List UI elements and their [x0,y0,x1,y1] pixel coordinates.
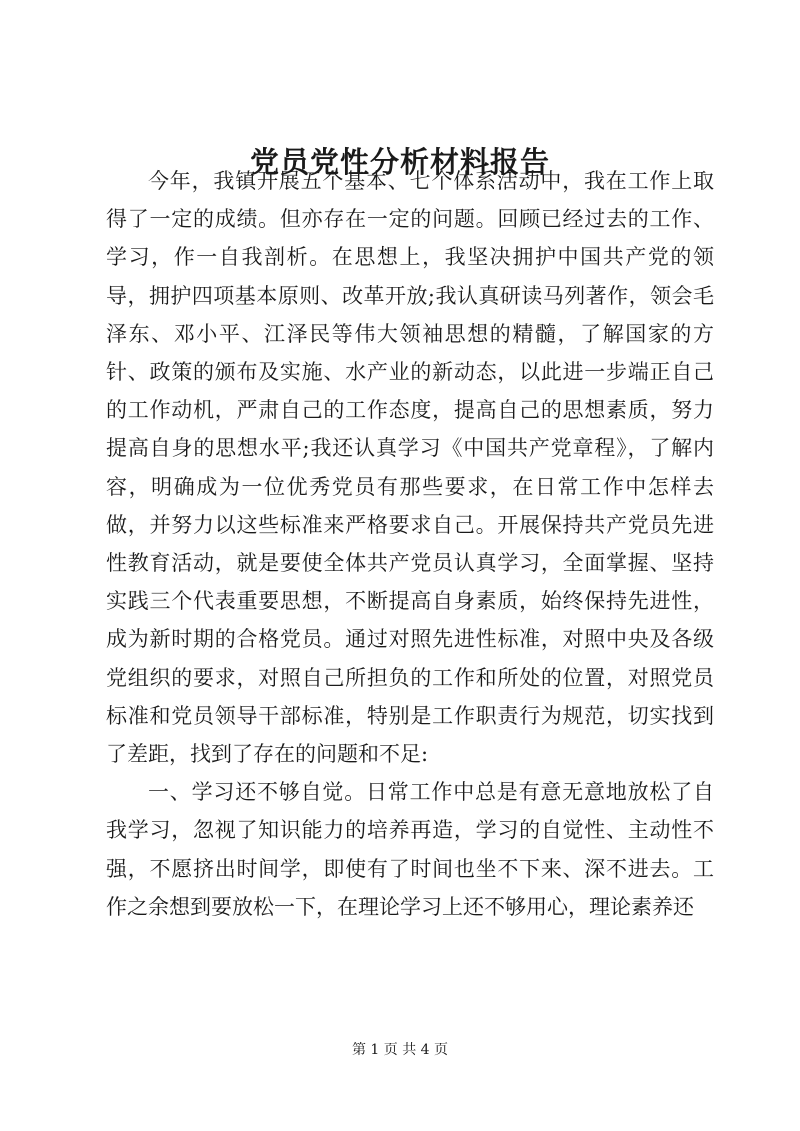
document-title: 党员党性分析材料报告 [249,145,550,179]
page-footer: 第 1 页 共 4 页 [351,1042,449,1058]
document-body [106,162,714,926]
paragraph-intro: 今年，我镇开展五个基本、七个体系活动中，我在工作上取得了一定的成绩。但亦存在一定的问题。回顾已经过去的工作、学习，作一自我剖析。在思想上，我坚决拥护中国共产党的领导，拥护四项基本原则、改革开放;我认真研读马列著作，领会毛泽东、邓小平、江泽民等伟大领袖思想的精髓，了解国家的方针、政策的颁布及实施、水产业的新动态，以此进一步端正自己的工作动机，严肃自己的工作态度，提高自己的思想素质，努力提高自身的思想水平;我还认真学习《中国共产党章程》，了解内容，明确成为一位优秀党员有那些要求，在日常工作中怎样去做，并努力以这些标准来严格要求自己。开展保持共产党员先进性教育活动，就是要使全体共产党员认真学习，全面掌握、坚持实践三个代表重要思想，不断提高自身素质，始终保持先进性，成为新时期的合格党员。通过对照先进性标准，对照中央及各级党组织的要求，对照自己所担负的工作和所处的位置，对照党员标准和党员领导干部标准，特别是工作职责行为规范，切实找到了差距，找到了存在的问题和不足: [106,169,714,767]
paragraph-item-1: 一、学习还不够自觉。日常工作中总是有意无意地放松了自我学习，忽视了知识能力的培养再造，学习的自觉性、主动性不强，不愿挤出时间学，即使有了时间也坐不下来、深不进去。工作之余想到要放松一下，在理论学习上还不够用心，理论素养还 [106,780,714,919]
